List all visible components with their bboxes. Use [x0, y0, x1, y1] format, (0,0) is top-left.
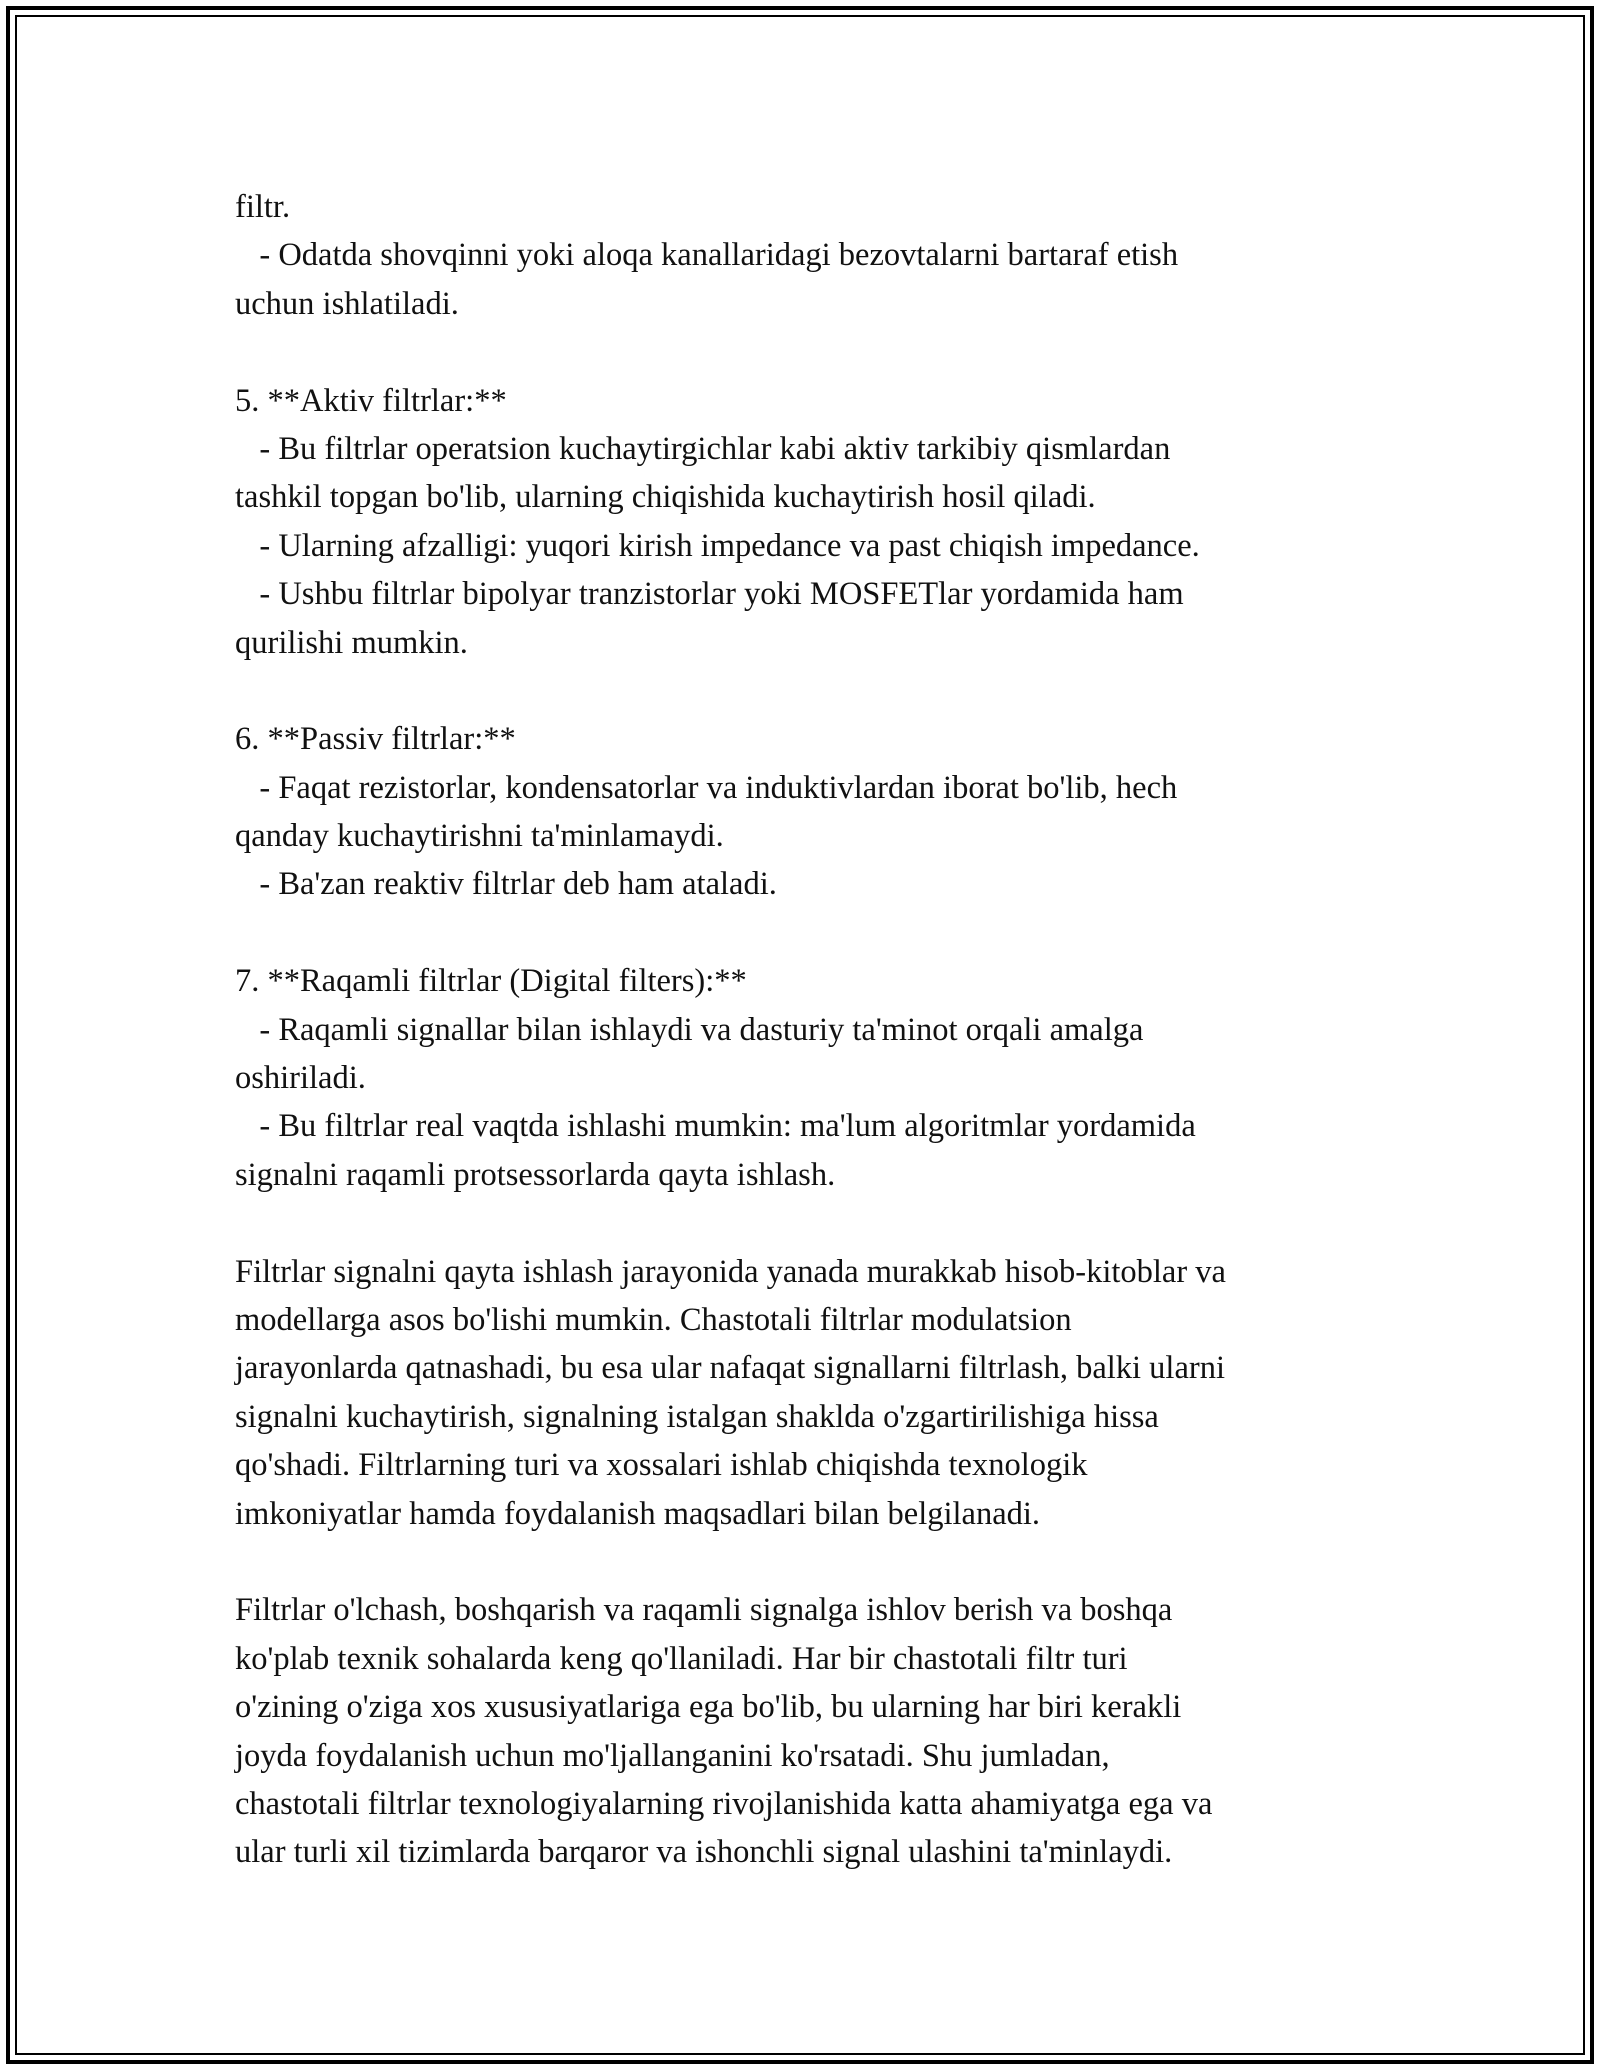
text-line: - Faqat rezistorlar, kondensatorlar va induktivlardan iborat bo'lib, hech	[235, 769, 1178, 806]
paragraph-gap	[235, 1538, 1375, 1586]
text-line: qurilishi mumkin.	[235, 624, 468, 661]
paragraph-gap	[235, 909, 1375, 957]
text-line: chastotali filtrlar texnologiyalarning rivojlanishida katta ahamiyatga ega va	[235, 1785, 1213, 1822]
section-heading: 7. **Raqamli filtrlar (Digital filters):**	[235, 963, 747, 1000]
text-line: - Bu filtrlar operatsion kuchaytirgichlar kabi aktiv tarkibiy qismlardan	[235, 430, 1171, 467]
text-line: oshiriladi.	[235, 1060, 366, 1097]
text-line: imkoniyatlar hamda foydalanish maqsadlari bilan belgilanadi.	[235, 1495, 1041, 1532]
section-heading: 6. **Passiv filtrlar:**	[235, 721, 516, 758]
text-line: qo'shadi. Filtrlarning turi va xossalari ishlab chiqishda texnologik	[235, 1447, 1088, 1484]
text-line: filtr.	[235, 189, 291, 225]
section-5-active-filters	[235, 377, 1375, 667]
text-line: qanday kuchaytirishni ta'minlamaydi.	[235, 818, 724, 855]
paragraph-gap	[235, 1199, 1375, 1247]
text-line: - Raqamli signallar bilan ishlaydi va dasturiy ta'minot orqali amalga	[235, 1011, 1144, 1048]
text-line: - Ularning afzalligi: yuqori kirish impedance va past chiqish impedance.	[235, 527, 1200, 564]
section-7-digital-filters	[235, 957, 1375, 1199]
section-4-continuation	[235, 183, 1375, 328]
paragraph-summary-2	[235, 1586, 1375, 1876]
text-line: ular turli xil tizimlarda barqaror va ishonchli signal ulashini ta'minlaydi.	[235, 1834, 1173, 1871]
document-body	[235, 183, 1375, 1877]
text-line: - Odatda shovqinni yoki aloqa kanallaridagi bezovtalarni bartaraf etish	[235, 237, 1179, 274]
text-line: o'zining o'ziga xos xususiyatlariga ega bo'lib, bu ularning har biri kerakli	[235, 1689, 1182, 1726]
text-line: uchun ishlatiladi.	[235, 285, 459, 322]
section-heading: 5. **Aktiv filtrlar:**	[235, 382, 507, 419]
text-line: Filtrlar signalni qayta ishlash jarayonida yanada murakkab hisob-kitoblar va	[235, 1253, 1226, 1290]
text-line: ko'plab texnik sohalarda keng qo'llaniladi. Har bir chastotali filtr turi	[235, 1640, 1128, 1677]
text-line: modellarga asos bo'lishi mumkin. Chastotali filtrlar modulatsion	[235, 1301, 1072, 1338]
text-line: signalni raqamli protsessorlarda qayta ishlash.	[235, 1156, 836, 1193]
text-line: signalni kuchaytirish, signalning istalgan shaklda o'zgartirilishiga hissa	[235, 1398, 1159, 1435]
text-line: - Ushbu filtrlar bipolyar tranzistorlar yoki MOSFETlar yordamida ham	[235, 576, 1184, 613]
paragraph-summary-1	[235, 1248, 1375, 1538]
section-6-passive-filters	[235, 715, 1375, 909]
paragraph-gap	[235, 328, 1375, 376]
text-line: - Bu filtrlar real vaqtda ishlashi mumkin: ma'lum algoritmlar yordamida	[235, 1108, 1196, 1145]
text-line: - Ba'zan reaktiv filtrlar deb ham ataladi.	[235, 866, 777, 903]
text-line: joyda foydalanish uchun mo'ljallanganini ko'rsatadi. Shu jumladan,	[235, 1737, 1110, 1774]
paragraph-gap	[235, 667, 1375, 715]
text-line: tashkil topgan bo'lib, ularning chiqishida kuchaytirish hosil qiladi.	[235, 479, 1096, 516]
text-line: jarayonlarda qatnashadi, bu esa ular nafaqat signallarni filtrlash, balki ularni	[235, 1350, 1225, 1387]
text-line: Filtrlar o'lchash, boshqarish va raqamli signalga ishlov berish va boshqa	[235, 1592, 1173, 1629]
